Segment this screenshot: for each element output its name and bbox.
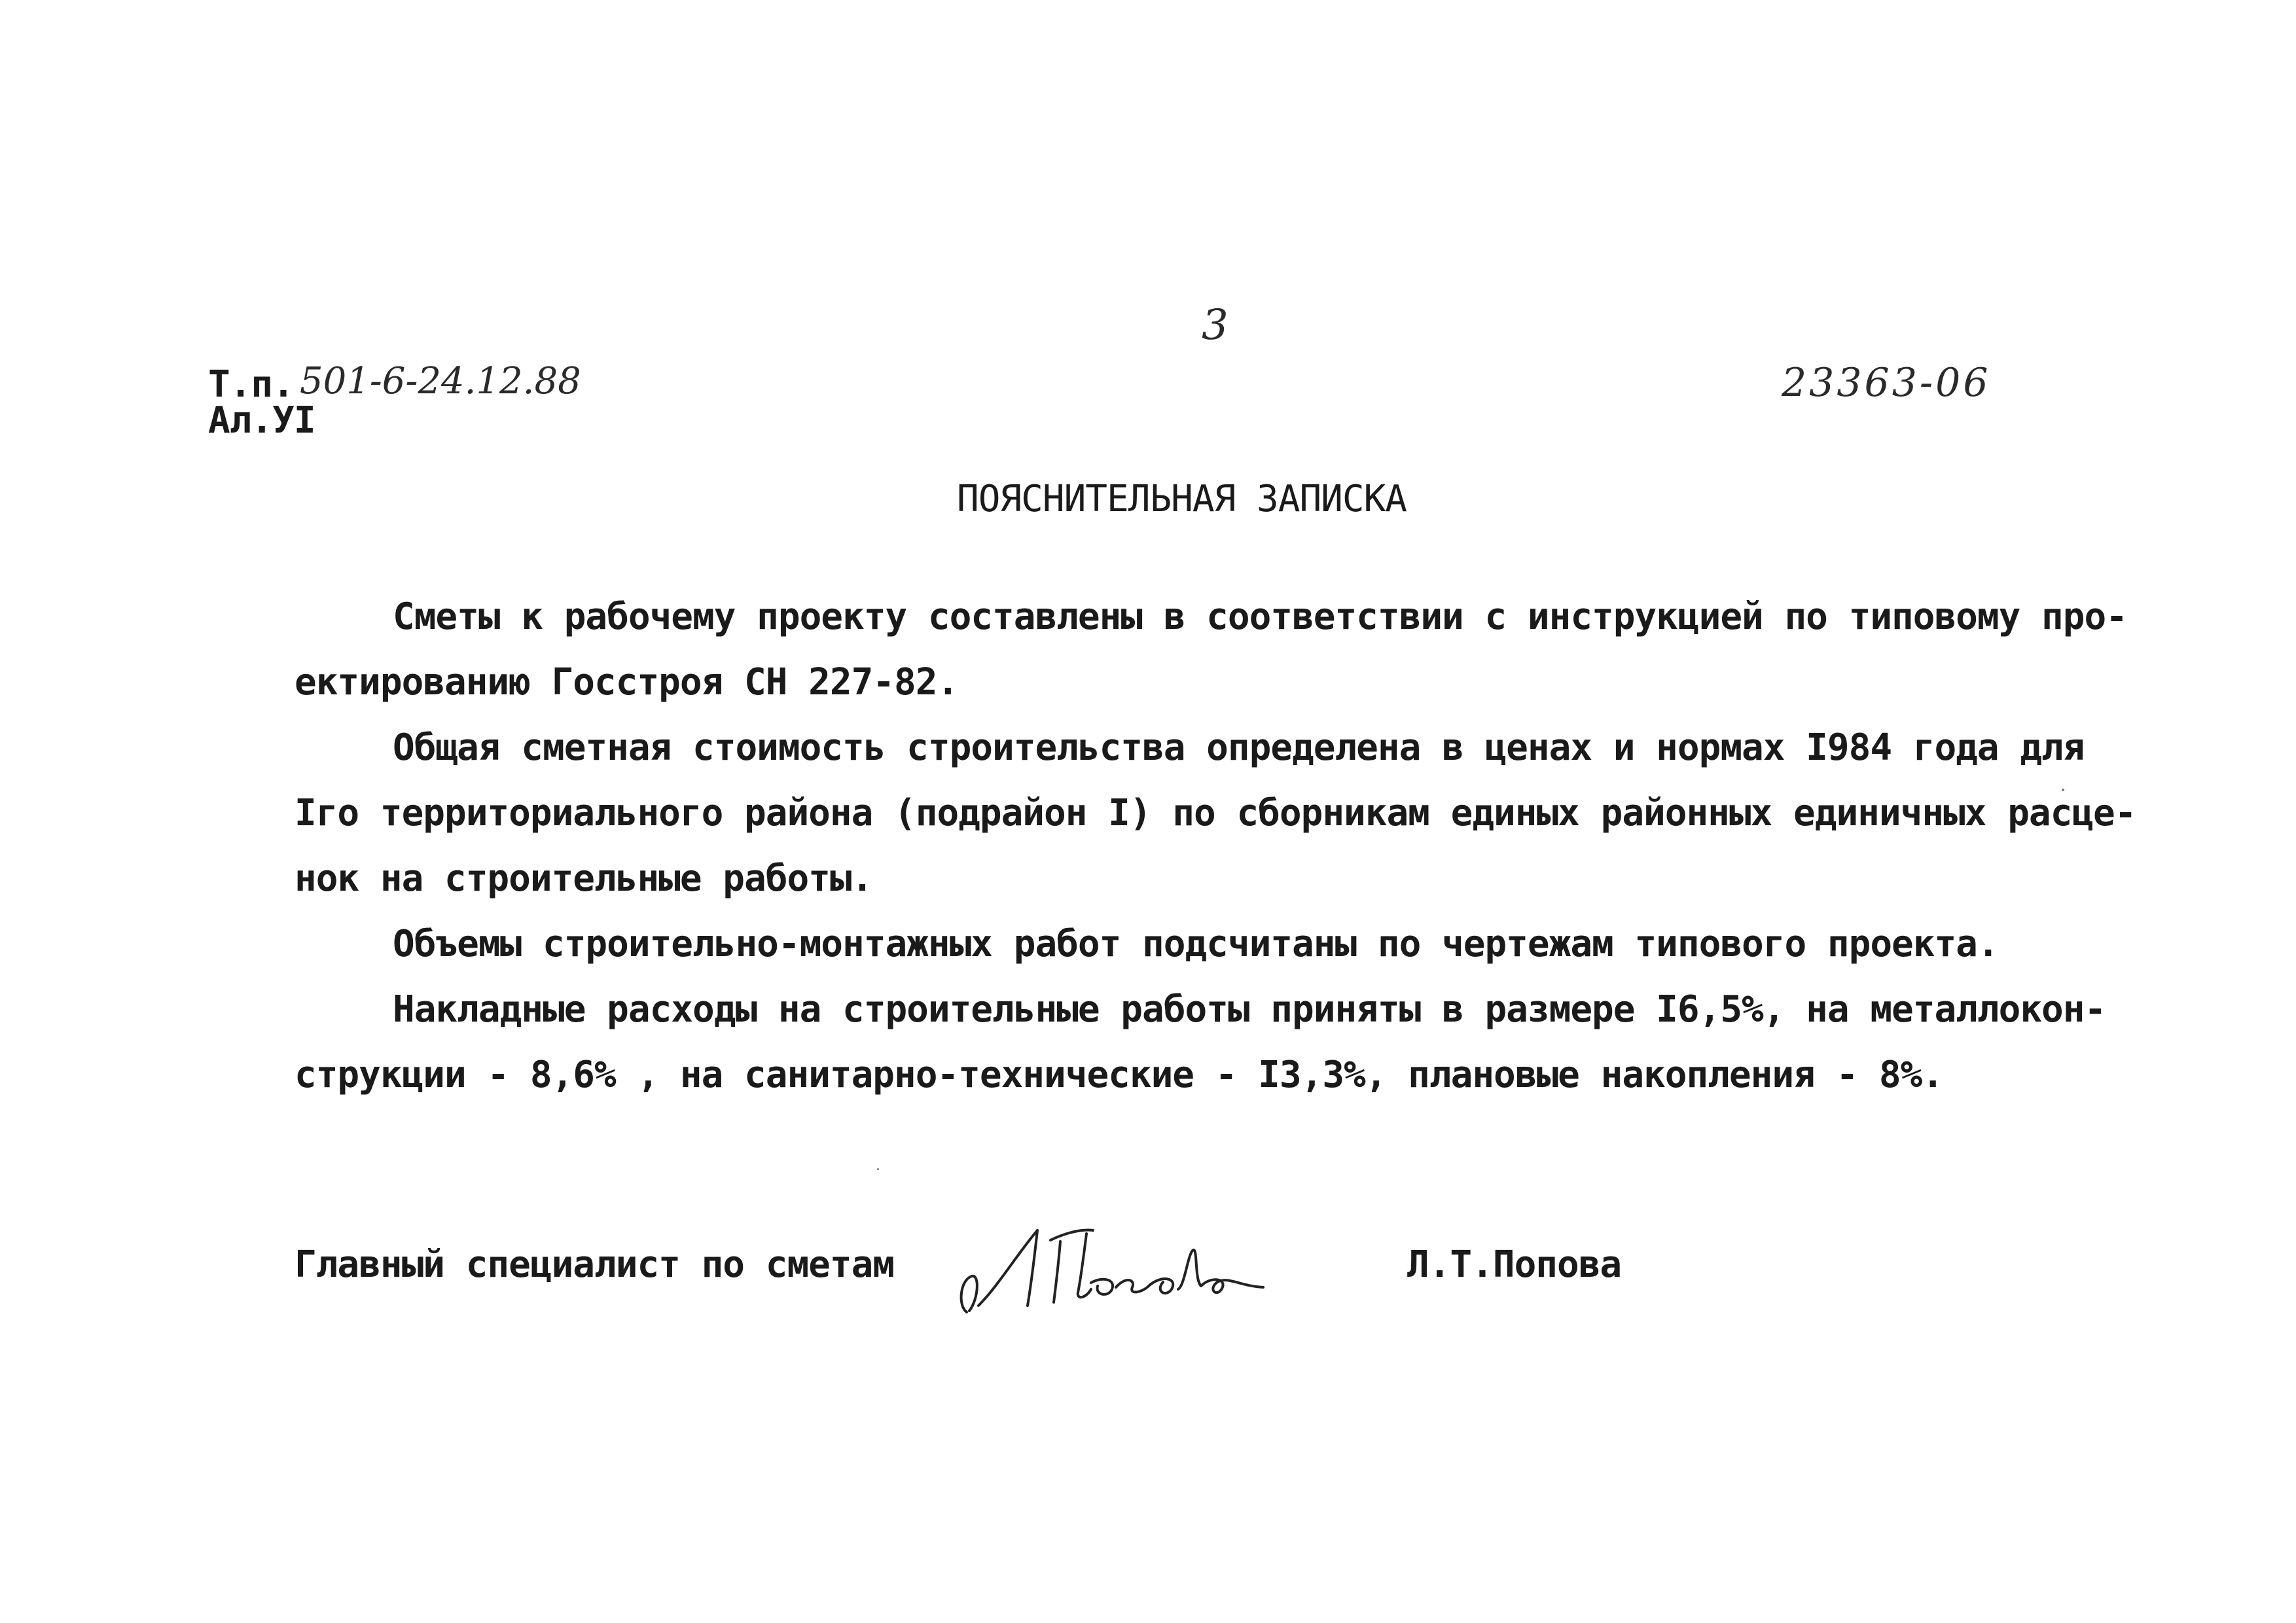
body-line: Iго территориального района (подрайон I) по сборникам единых районных единичных расце- [295, 792, 2136, 834]
page-number: 3 [1202, 301, 1229, 349]
scan-speck [877, 1168, 879, 1170]
body-line: нок на строительные работы. [295, 857, 873, 900]
signer-role: Главный специалист по сметам [295, 1243, 895, 1286]
archive-number: 23363-06 [1782, 360, 1991, 406]
doc-code-label: Т.п. [208, 363, 294, 406]
doc-code-value: 501-6-24.12.88 [300, 360, 581, 402]
body-line: Общая сметная стоимость строительства определена в ценах и нормах I984 года для [393, 726, 2085, 769]
body-line: ектированию Госстроя СН 227-82. [295, 661, 959, 704]
handwritten-signature [952, 1214, 1319, 1325]
document-title: ПОЯСНИТЕЛЬНАЯ ЗАПИСКА [957, 478, 1407, 520]
scan-speck [2062, 789, 2064, 791]
body-line: Накладные расходы на строительные работы приняты в размере I6,5%, на металлокон- [393, 988, 2106, 1031]
album-label: Ал.УI [208, 399, 315, 442]
body-line: Объемы строительно-монтажных работ подсчитаны по чертежам типового проекта. [393, 923, 1999, 965]
body-line: струкции - 8,6% , на санитарно-технические - I3,3%, плановые накопления - 8%. [295, 1054, 1944, 1096]
body-line: Сметы к рабочему проекту составлены в соответствии с инструкцией по типовому про- [393, 596, 2127, 638]
signer-name: Л.Т.Попова [1407, 1243, 1622, 1286]
